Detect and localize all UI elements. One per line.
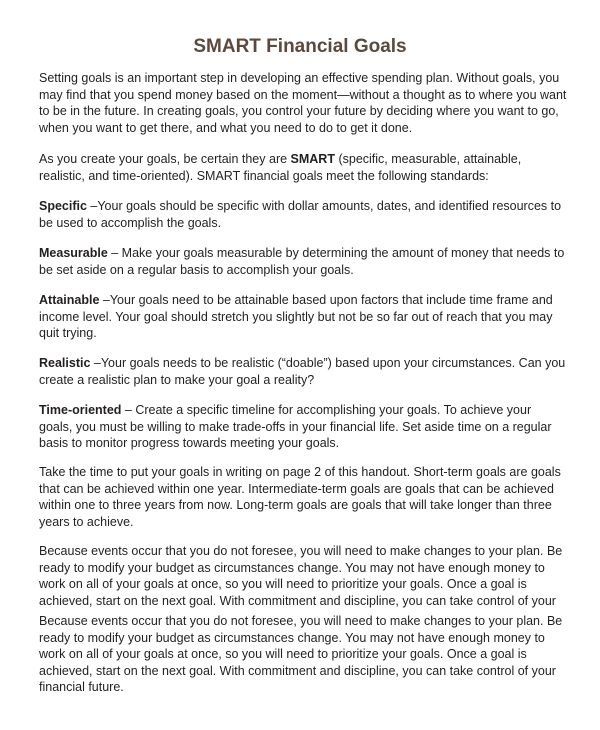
page-title: SMART Financial Goals: [193, 36, 407, 57]
criterion-text: –Your goals needs to be realistic (“doable”) based upon your circumstances. Can you create a realistic plan to make your goal a reality?: [39, 356, 566, 387]
criterion-term: Attainable: [39, 293, 100, 307]
events-paragraph-second: Because events occur that you do not foresee, you will need to make changes to your plan. Be ready to modify your budget as circumstances change. You may not have enough money to work on all of your goals at once, so you will need to prioritize your goals. Once a goal is achieved, start on the next goal. With commitment and discipline, you can take control of your financial future.: [39, 614, 563, 694]
criterion-term: Specific: [39, 199, 87, 213]
criterion-text: – Make your goals measurable by determining the amount of money that needs to be set aside on a regular basis to accomplish your goals.: [39, 246, 565, 277]
criterion-text: –Your goals need to be attainable based upon factors that include time frame and income level. Your goal should stretch you slightly but not be so far out of reach that you may quit trying.: [39, 293, 553, 340]
criterion-term: Realistic: [39, 356, 91, 370]
smart-term: SMART: [290, 152, 335, 166]
criterion-term: Measurable: [39, 246, 108, 260]
smart-text-after: (specific, measurable, attainable, realistic, and time-oriented). SMART financial goals meet the following standards:: [39, 152, 522, 183]
criterion-text: –Your goals should be specific with dollar amounts, dates, and identified resources to be used to accomplish the goals.: [39, 199, 562, 230]
smart-text-before: As you create your goals, be certain they are: [39, 152, 291, 166]
criterion-text: – Create a specific timeline for accomplishing your goals. To achieve your goals, you must be willing to make trade-offs in your financial life. Set aside time on a regular basis to monitor progress towards meeting your goals.: [39, 403, 552, 450]
criterion-measurable: [39, 245, 567, 278]
smart-paragraph: [39, 151, 567, 184]
intro-paragraph: Setting goals is an important step in developing an effective spending plan. Without goals, you may find that you spend money based on the moment—without a thought as to where you want to be in the future. In creating goals, you control your future by deciding where you want to go, when you want to get there, and what you need to do to get it done.: [39, 71, 567, 135]
criterion-term: Time-oriented: [39, 403, 122, 417]
criterion-specific: [39, 198, 567, 231]
criterion-time-oriented: [39, 402, 567, 452]
events-paragraph-first: Because events occur that you do not foresee, you will need to make changes to your plan. Be ready to modify your budget as circumstances change. You may not have enough money to work on all of your goals at once, so you will need to prioritize your goals. Once a goal is achieved, start on the next goal. With commitment and discipline, you can take control of your: [39, 544, 563, 608]
time-frame-paragraph: Take the time to put your goals in writing on page 2 of this handout. Short-term goals are goals that can be achieved within one year. Intermediate-term goals are goals that can be achieved within one to three years from now. Long-term goals are goals that will take longer than three years to achieve.: [39, 465, 561, 529]
criterion-attainable: [39, 292, 567, 342]
criterion-realistic: [39, 355, 567, 388]
